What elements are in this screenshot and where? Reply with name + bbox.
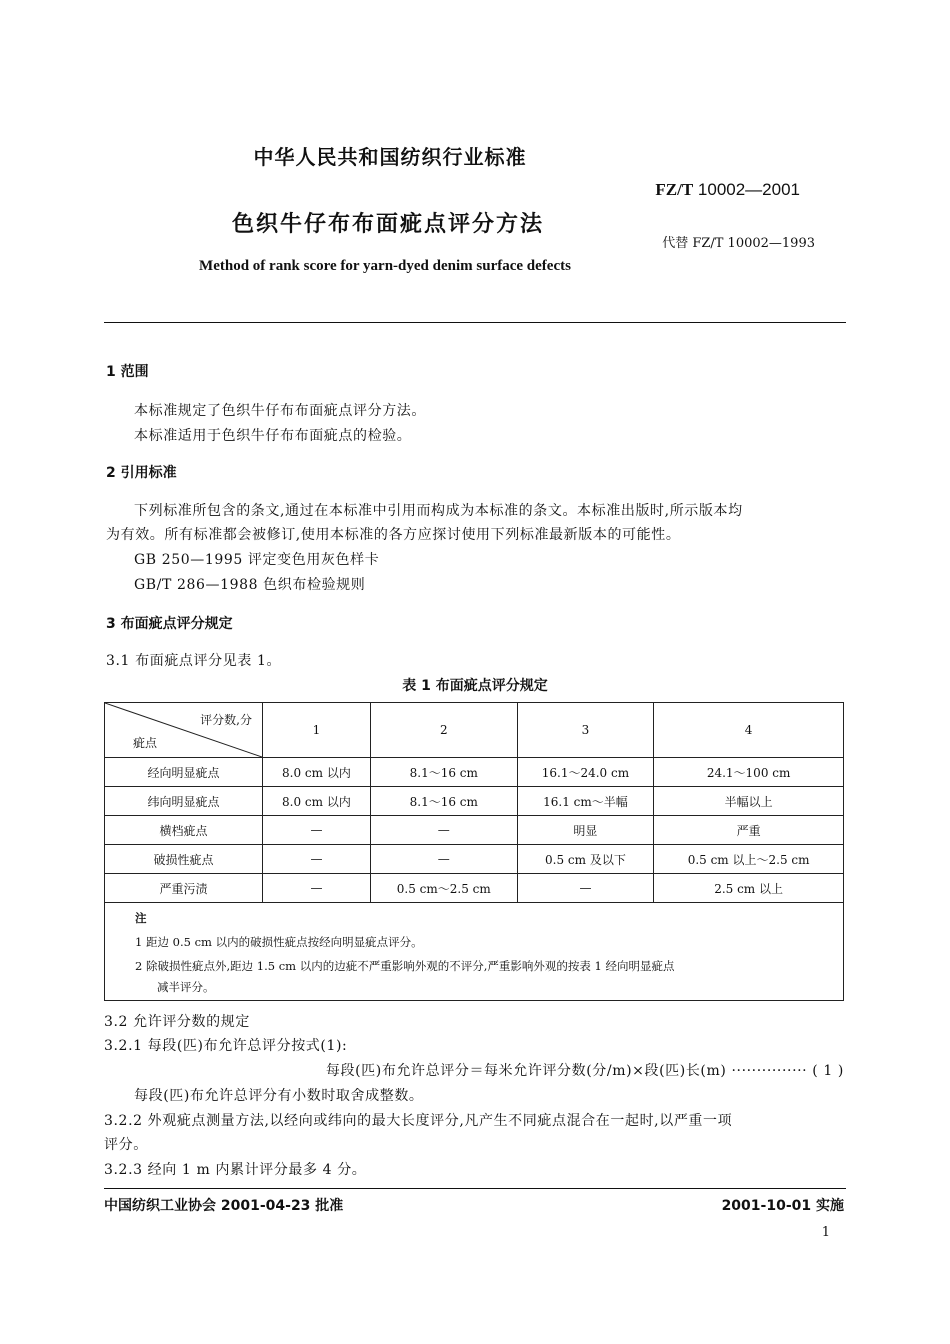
table-cell: 8.0 cm 以内	[263, 758, 371, 787]
section-2-paragraph-line-2: 为有效。所有标准都会被修订,使用本标准的各方应探讨使用下列标准最新版本的可能性。	[106, 527, 681, 543]
table-cell: 8.0 cm 以内	[263, 787, 371, 816]
defect-score-table	[104, 702, 844, 903]
table-cell: 8.1～16 cm	[370, 787, 517, 816]
effective-date: 2001-10-01 实施	[721, 1198, 844, 1214]
table-cell: 2.5 cm 以上	[654, 874, 844, 903]
row-label: 横档疵点	[105, 816, 263, 845]
standard-number	[655, 180, 800, 200]
clause-3-2-2-line-1: 3.2.2 外观疵点测量方法,以经向或纬向的最大长度评分,凡产生不同疵点混合在一起时,以严重一项	[104, 1113, 733, 1129]
rounding-rule: 每段(匹)布允许总评分有小数时取舍成整数。	[134, 1088, 424, 1104]
clause-3-2: 3.2 允许评分数的规定	[104, 1014, 250, 1030]
row-label: 纬向明显疵点	[105, 787, 263, 816]
footer-divider	[104, 1188, 846, 1189]
table-cell: 16.1 cm～半幅	[517, 787, 654, 816]
row-label: 破损性疵点	[105, 845, 263, 874]
table-row	[105, 874, 844, 903]
standard-code: 10002—2001	[697, 180, 800, 199]
table-row	[105, 845, 844, 874]
corner-score-label: 评分数,分	[200, 713, 252, 727]
section-1-heading: 1 范围	[106, 364, 149, 380]
table-cell: 明显	[517, 816, 654, 845]
clause-3-1: 3.1 布面疵点评分见表 1。	[106, 653, 282, 669]
row-label: 严重污渍	[105, 874, 263, 903]
table-header-row	[105, 703, 844, 758]
table-cell: —	[263, 874, 371, 903]
formula-1: 每段(匹)布允许总评分＝每米允许评分数(分/m)×段(匹)长(m) ··············· ( 1 )	[325, 1063, 844, 1079]
table-cell: —	[263, 845, 371, 874]
section-1-paragraph-2: 本标准适用于色织牛仔布布面疵点的检验。	[134, 428, 412, 444]
standard-prefix: FZ/T	[655, 180, 694, 199]
table-cell: 24.1～100 cm	[654, 758, 844, 787]
table-cell: 16.1～24.0 cm	[517, 758, 654, 787]
table-cell: —	[263, 816, 371, 845]
table-cell: 0.5 cm 及以下	[517, 845, 654, 874]
note-2-line-1: 2 除破损性疵点外,距边 1.5 cm 以内的边疵不严重影响外观的不评分,严重影响外观的按表 1 经向明显疵点	[135, 959, 675, 973]
table-row	[105, 758, 844, 787]
replaces-standard: 代替 FZ/T 10002—1993	[662, 236, 815, 251]
table-row	[105, 816, 844, 845]
table-cell: 0.5 cm～2.5 cm	[370, 874, 517, 903]
note-1: 1 距边 0.5 cm 以内的破损性疵点按经向明显疵点评分。	[135, 935, 423, 949]
table-cell: 严重	[654, 816, 844, 845]
table-notes	[104, 902, 844, 1001]
clause-3-2-2-line-2: 评分。	[104, 1137, 148, 1153]
issuing-body-title: 中华人民共和国纺织行业标准	[253, 145, 527, 169]
approval-line: 中国纺织工业协会 2001-04-23 批准	[104, 1198, 344, 1214]
reference-2: GB/T 286—1988 色织布检验规则	[134, 577, 366, 593]
table-cell: —	[517, 874, 654, 903]
column-header: 1	[263, 703, 371, 758]
section-2-paragraph-line-1: 下列标准所包含的条文,通过在本标准中引用而构成为本标准的条文。本标准出版时,所示版本均	[134, 503, 743, 519]
document-title: 色织牛仔布布面疵点评分方法	[231, 212, 544, 237]
section-3-heading: 3 布面疵点评分规定	[106, 616, 233, 632]
column-header: 4	[654, 703, 844, 758]
table-cell: —	[370, 816, 517, 845]
table-cell: 0.5 cm 以上～2.5 cm	[654, 845, 844, 874]
table-cell: 半幅以上	[654, 787, 844, 816]
section-1-paragraph-1: 本标准规定了色织牛仔布布面疵点评分方法。	[134, 403, 426, 419]
reference-1: GB 250—1995 评定变色用灰色样卡	[134, 552, 380, 568]
header-divider	[104, 322, 846, 323]
table-caption: 表 1 布面疵点评分规定	[402, 678, 548, 694]
notes-title: 注	[135, 911, 147, 925]
clause-3-2-1: 3.2.1 每段(匹)布允许总评分按式(1):	[104, 1038, 348, 1054]
table-cell: —	[370, 845, 517, 874]
column-header: 2	[370, 703, 517, 758]
table-row	[105, 787, 844, 816]
table-corner-cell	[105, 703, 263, 758]
english-title: Method of rank score for yarn-dyed denim surface defects	[199, 258, 571, 274]
table-cell: 8.1～16 cm	[370, 758, 517, 787]
column-header: 3	[517, 703, 654, 758]
row-label: 经向明显疵点	[105, 758, 263, 787]
page-number: 1	[821, 1225, 830, 1240]
section-2-heading: 2 引用标准	[106, 465, 177, 481]
note-2-line-2: 减半评分。	[157, 980, 215, 994]
corner-defect-label: 疵点	[133, 736, 158, 750]
clause-3-2-3: 3.2.3 经向 1 m 内累计评分最多 4 分。	[104, 1162, 367, 1178]
